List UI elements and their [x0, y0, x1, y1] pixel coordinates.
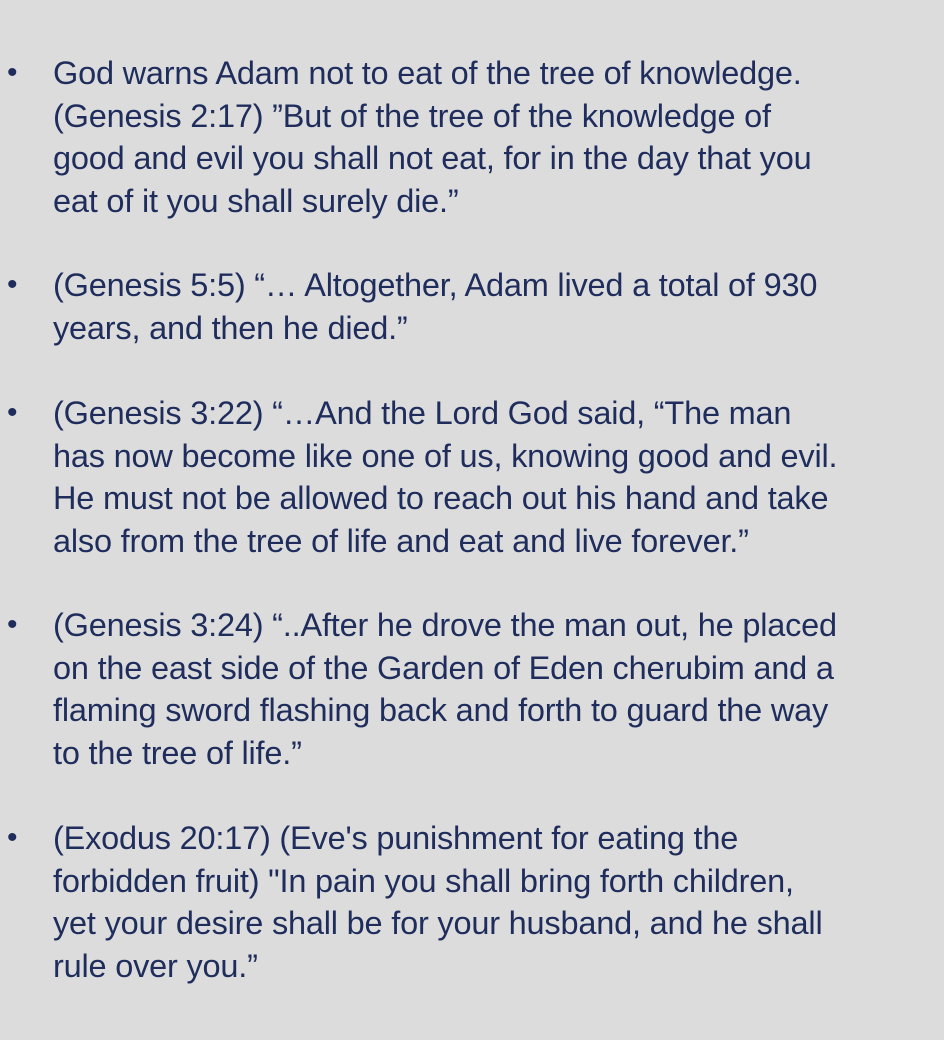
- bullet-point-icon: •: [7, 821, 18, 854]
- bullet-text: (Genesis 5:5) “… Altogether, Adam lived a total of 930 years, and then he died.”: [53, 267, 818, 346]
- bullet-text: (Genesis 3:22) “…And the Lord God said, “The man has now become like one of us, knowing good and evil. He must not be allowed to reach out his hand and take also from the tree of life and eat and live forever.”: [53, 395, 838, 559]
- bullet-text: God warns Adam not to eat of the tree of knowledge. (Genesis 2:17) ”But of the tree of the knowledge of good and evil you shall not eat, for in the day that you eat of it you shall surely die.”: [53, 55, 812, 219]
- bullet-text: (Exodus 20:17) (Eve's punishment for eating the forbidden fruit) "In pain you shall bring forth children, yet your desire shall be for your husband, and he shall rule over you.”: [53, 820, 823, 984]
- bullet-point-icon: •: [7, 268, 18, 301]
- bullet-point-icon: •: [7, 396, 18, 429]
- bullet-text: (Genesis 3:24) “..After he drove the man out, he placed on the east side of the Garden of Eden cherubim and a flaming sword flashing back and forth to guard the way to the tree of life.”: [53, 607, 837, 771]
- bullet-point-icon: •: [7, 56, 18, 89]
- bullet-point-icon: •: [7, 608, 18, 641]
